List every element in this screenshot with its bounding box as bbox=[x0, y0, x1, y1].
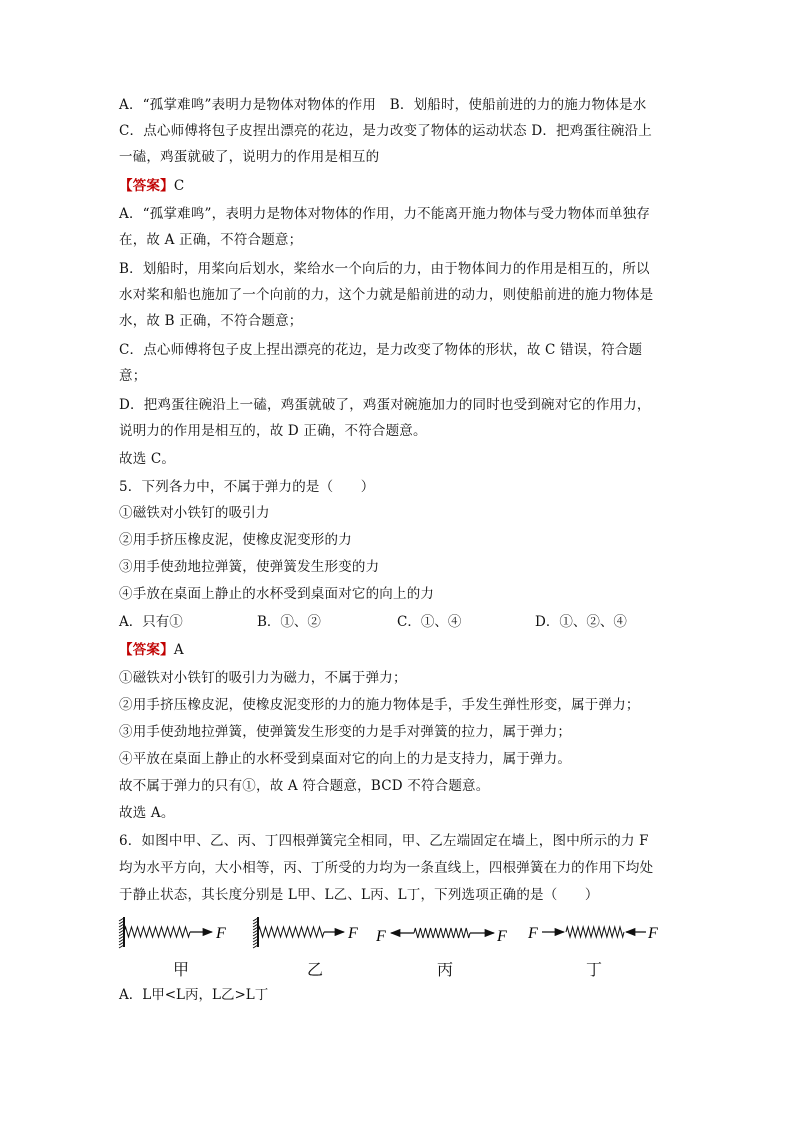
q4-option-line-3: 一磕，鸡蛋就破了，说明力的作用是相互的 bbox=[119, 149, 380, 165]
force-label: F bbox=[216, 925, 226, 942]
q5-item-1: ①磁铁对小铁钉的吸引力 bbox=[119, 505, 270, 521]
answer-label: 【答案】 bbox=[119, 178, 174, 194]
q4-conclusion: 故选 C。 bbox=[119, 451, 176, 467]
q6-option-a: A．L甲<L丙，L乙>L丁 bbox=[119, 987, 269, 1003]
caption-ding: 丁 bbox=[586, 960, 603, 979]
caption-yi: 乙 bbox=[307, 960, 324, 979]
q4-explanation-line: 说明力的作用是相互的，故 D 正确，不符合题意。 bbox=[119, 423, 427, 439]
spring-coil bbox=[566, 927, 624, 937]
q4-explanation-line: B．划船时，用桨向后划水，桨给水一个向后的力，由于物体间力的作用是相互的，所以 bbox=[119, 261, 650, 277]
spring-coil bbox=[258, 927, 324, 937]
force-label: F bbox=[497, 928, 507, 945]
q4-option-line-2: C．点心师傅将包子皮捏出漂亮的花边，是力改变了物体的运动状态 D．把鸡蛋往碗沿上 bbox=[119, 123, 652, 139]
q5-option-c: C．①、④ bbox=[397, 614, 462, 630]
q5-conclusion: 故选 A。 bbox=[119, 805, 175, 821]
force-label: F bbox=[648, 925, 658, 942]
force-label: F bbox=[348, 925, 358, 942]
q4-explanation-line: C．点心师傅将包子皮上捏出漂亮的花边，是力改变了物体的形状，故 C 错误，符合题 bbox=[119, 342, 643, 358]
q5-item-3: ③用手使劲地拉弹簧，使弹簧发生形变的力 bbox=[119, 559, 380, 575]
caption-bing: 丙 bbox=[437, 960, 454, 979]
q5-option-a: A．只有① bbox=[119, 614, 183, 630]
q4-answer bbox=[119, 176, 184, 196]
q5-item-4: ④手放在桌面上静止的水杯受到桌面对它的向上的力 bbox=[119, 586, 435, 602]
force-label: F bbox=[528, 925, 538, 942]
spring-bing bbox=[375, 928, 507, 945]
q6-stem-line-2: 均为水平方向，大小相等，丙、丁所受的力均为一条直线上，四根弹簧在力的作用下均处 bbox=[119, 860, 654, 876]
spring-ding bbox=[527, 925, 658, 942]
q5-explanation-line: ②用手挤压橡皮泥，使橡皮泥变形的力的施力物体是手，手发生弹性形变，属于弹力； bbox=[119, 697, 640, 713]
q5-option-b: B．①、② bbox=[257, 614, 321, 630]
spring-figure bbox=[0, 905, 794, 985]
q5-explanation-line: ④平放在桌面上静止的水杯受到桌面对它的向上的力是支持力，属于弹力。 bbox=[119, 751, 572, 767]
q4-explanation-line: D．把鸡蛋往碗沿上一磕，鸡蛋就破了，鸡蛋对碗施加力的同时也受到碗对它的作用力， bbox=[119, 397, 651, 413]
force-label: F bbox=[376, 928, 386, 945]
q4-explanation-line: 水对桨和船也施加了一个向前的力，这个力就是船前进的动力，则使船前进的施力物体是 bbox=[119, 287, 654, 303]
q5-stem: 5．下列各力中，不属于弹力的是（ ） bbox=[119, 479, 375, 495]
q5-item-2: ②用手挤压橡皮泥，使橡皮泥变形的力 bbox=[119, 532, 352, 548]
q5-answer bbox=[119, 640, 184, 660]
spring-jia bbox=[119, 917, 226, 948]
q5-explanation-line: ③用手使劲地拉弹簧，使弹簧发生形变的力是手对弹簧的拉力，属于弹力； bbox=[119, 724, 572, 740]
q5-option-d: D．①、②、④ bbox=[535, 614, 627, 630]
q4-explanation-line: 水，故 B 正确，不符合题意； bbox=[119, 313, 303, 329]
q6-stem-line-1: 6．如图中甲、乙、丙、丁四根弹簧完全相同，甲、乙左端固定在墙上，图中所示的力 F bbox=[119, 833, 649, 849]
answer-value: C bbox=[173, 178, 185, 194]
q5-explanation-line: 故不属于弹力的只有①，故 A 符合题意，BCD 不符合题意。 bbox=[119, 778, 490, 794]
spring-coil bbox=[414, 928, 470, 938]
q4-explanation-line: A．“孤掌难鸣”，表明力是物体对物体的作用，力不能离开施力物体与受力物体而单独存 bbox=[119, 206, 651, 222]
caption-jia: 甲 bbox=[173, 960, 190, 979]
answer-label: 【答案】 bbox=[119, 642, 174, 658]
q4-explanation-line: 在，故 A 正确，不符合题意； bbox=[119, 232, 303, 248]
spring-yi bbox=[253, 917, 358, 948]
q6-stem-line-3: 于静止状态，其长度分别是 L甲、L乙、L丙、L丁，下列选项正确的是（ ） bbox=[119, 887, 599, 903]
spring-coil bbox=[124, 927, 190, 937]
q4-explanation-line: 意； bbox=[119, 368, 147, 384]
answer-value: A bbox=[173, 642, 184, 658]
q4-option-line-1: A．“孤掌难鸣”表明力是物体对物体的作用 B．划船时，使船前进的力的施力物体是水 bbox=[119, 97, 647, 113]
q5-explanation-line: ①磁铁对小铁钉的吸引力为磁力，不属于弹力； bbox=[119, 670, 407, 686]
